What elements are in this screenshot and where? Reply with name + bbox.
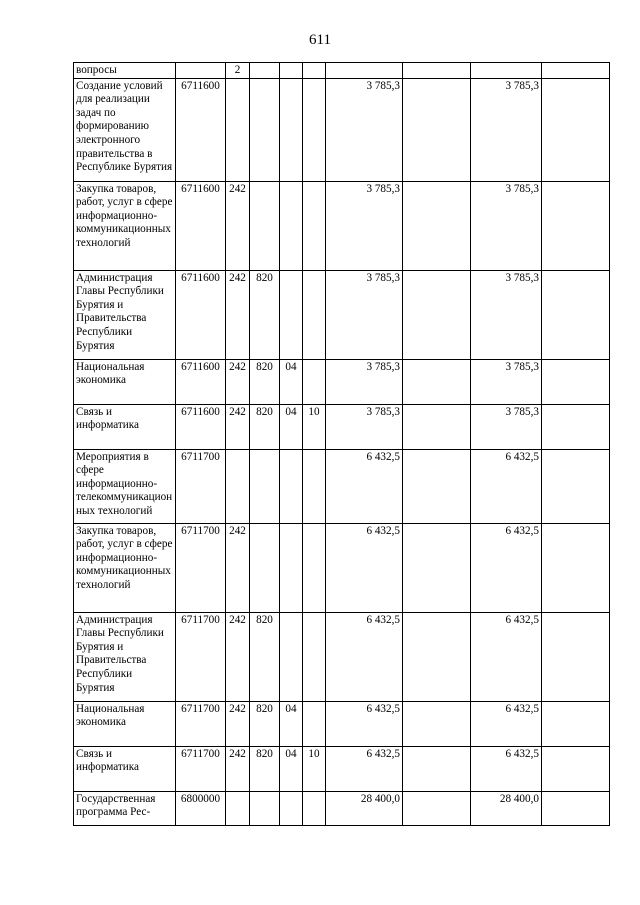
row-other <box>542 701 610 746</box>
row-code: 6711700 <box>176 523 226 612</box>
row-expense-type <box>226 449 250 523</box>
table-row <box>74 746 610 791</box>
row-federal <box>403 63 471 79</box>
row-total: 3 785,3 <box>326 359 403 404</box>
table-row <box>74 63 610 79</box>
row-code: 6800000 <box>176 791 226 825</box>
row-total: 6 432,5 <box>326 746 403 791</box>
row-expense-type: 2 <box>226 63 250 79</box>
table-row <box>74 181 610 270</box>
table-row <box>74 523 610 612</box>
row-section <box>280 181 303 270</box>
row-federal <box>403 78 471 181</box>
row-amount: 3 785,3 <box>471 181 542 270</box>
row-section <box>280 270 303 359</box>
row-department: 820 <box>250 701 280 746</box>
row-total: 3 785,3 <box>326 404 403 449</box>
row-total: 3 785,3 <box>326 181 403 270</box>
row-total: 6 432,5 <box>326 701 403 746</box>
row-federal <box>403 270 471 359</box>
row-other <box>542 359 610 404</box>
row-expense-type: 242 <box>226 523 250 612</box>
row-code: 6711700 <box>176 449 226 523</box>
row-total: 3 785,3 <box>326 270 403 359</box>
row-code: 6711600 <box>176 181 226 270</box>
row-other <box>542 270 610 359</box>
row-name: вопросы <box>74 63 176 79</box>
row-code: 6711600 <box>176 359 226 404</box>
row-section: 04 <box>280 404 303 449</box>
row-federal <box>403 449 471 523</box>
row-total: 6 432,5 <box>326 449 403 523</box>
row-subsection: 10 <box>303 746 326 791</box>
row-federal <box>403 791 471 825</box>
row-federal <box>403 612 471 701</box>
row-other <box>542 612 610 701</box>
row-other <box>542 523 610 612</box>
row-department <box>250 449 280 523</box>
row-code: 6711600 <box>176 404 226 449</box>
row-name: Закупка товаров, работ, услуг в сфере информационно-коммуникационных технологий <box>74 181 176 270</box>
table-row <box>74 359 610 404</box>
row-other <box>542 181 610 270</box>
row-department <box>250 78 280 181</box>
row-other <box>542 449 610 523</box>
table-row <box>74 78 610 181</box>
row-federal <box>403 181 471 270</box>
row-code <box>176 63 226 79</box>
row-subsection <box>303 181 326 270</box>
row-amount: 3 785,3 <box>471 404 542 449</box>
row-total: 6 432,5 <box>326 523 403 612</box>
row-section <box>280 449 303 523</box>
table-row <box>74 449 610 523</box>
row-expense-type <box>226 791 250 825</box>
row-total: 3 785,3 <box>326 78 403 181</box>
row-federal <box>403 523 471 612</box>
row-subsection <box>303 791 326 825</box>
row-name: Национальная экономика <box>74 701 176 746</box>
row-amount: 6 432,5 <box>471 523 542 612</box>
row-total <box>326 63 403 79</box>
row-section <box>280 78 303 181</box>
row-other <box>542 78 610 181</box>
row-subsection <box>303 359 326 404</box>
row-section <box>280 791 303 825</box>
row-department: 820 <box>250 746 280 791</box>
table-row <box>74 612 610 701</box>
row-department <box>250 523 280 612</box>
budget-table <box>73 62 610 826</box>
row-subsection <box>303 701 326 746</box>
row-name: Закупка товаров, работ, услуг в сфере информационно-коммуникационных технологий <box>74 523 176 612</box>
row-code: 6711700 <box>176 612 226 701</box>
row-subsection <box>303 449 326 523</box>
row-federal <box>403 701 471 746</box>
row-subsection <box>303 63 326 79</box>
row-subsection <box>303 523 326 612</box>
row-amount: 6 432,5 <box>471 701 542 746</box>
row-name: Связь и информатика <box>74 404 176 449</box>
table-body <box>74 63 610 826</box>
row-other <box>542 63 610 79</box>
row-expense-type: 242 <box>226 359 250 404</box>
row-amount: 3 785,3 <box>471 78 542 181</box>
row-section <box>280 612 303 701</box>
table-row <box>74 701 610 746</box>
row-code: 6711700 <box>176 746 226 791</box>
row-name: Мероприятия в сфере информационно-телекоммуникационных технологий <box>74 449 176 523</box>
row-amount: 3 785,3 <box>471 359 542 404</box>
row-name: Создание условий для реализации задач по формированию электронного правительства в Республике Бурятия <box>74 78 176 181</box>
row-section: 04 <box>280 701 303 746</box>
row-expense-type: 242 <box>226 181 250 270</box>
table-row <box>74 404 610 449</box>
row-department: 820 <box>250 612 280 701</box>
row-federal <box>403 746 471 791</box>
row-subsection <box>303 78 326 181</box>
row-amount: 28 400,0 <box>471 791 542 825</box>
row-total: 6 432,5 <box>326 612 403 701</box>
row-section: 04 <box>280 746 303 791</box>
row-department <box>250 791 280 825</box>
row-name: Администрация Главы Республики Бурятия и Правительства Республики Бурятия <box>74 270 176 359</box>
row-name: Связь и информатика <box>74 746 176 791</box>
row-name: Администрация Главы Республики Бурятия и Правительства Республики Бурятия <box>74 612 176 701</box>
row-federal <box>403 404 471 449</box>
row-code: 6711600 <box>176 78 226 181</box>
row-other <box>542 791 610 825</box>
row-expense-type: 242 <box>226 746 250 791</box>
row-amount <box>471 63 542 79</box>
row-other <box>542 746 610 791</box>
row-amount: 3 785,3 <box>471 270 542 359</box>
row-total: 28 400,0 <box>326 791 403 825</box>
row-expense-type: 242 <box>226 270 250 359</box>
row-section <box>280 523 303 612</box>
row-department <box>250 181 280 270</box>
row-subsection <box>303 270 326 359</box>
row-name: Национальная экономика <box>74 359 176 404</box>
row-section <box>280 63 303 79</box>
row-amount: 6 432,5 <box>471 746 542 791</box>
table-row <box>74 791 610 825</box>
row-federal <box>403 359 471 404</box>
row-department <box>250 63 280 79</box>
row-code: 6711700 <box>176 701 226 746</box>
row-name: Государственная программа Рес- <box>74 791 176 825</box>
row-amount: 6 432,5 <box>471 612 542 701</box>
row-expense-type <box>226 78 250 181</box>
row-department: 820 <box>250 270 280 359</box>
table-row <box>74 270 610 359</box>
row-expense-type: 242 <box>226 612 250 701</box>
row-subsection <box>303 612 326 701</box>
row-subsection: 10 <box>303 404 326 449</box>
row-expense-type: 242 <box>226 404 250 449</box>
row-section: 04 <box>280 359 303 404</box>
row-department: 820 <box>250 359 280 404</box>
row-other <box>542 404 610 449</box>
page-number: 611 <box>309 32 331 48</box>
row-amount: 6 432,5 <box>471 449 542 523</box>
row-expense-type: 242 <box>226 701 250 746</box>
row-code: 6711600 <box>176 270 226 359</box>
row-department: 820 <box>250 404 280 449</box>
